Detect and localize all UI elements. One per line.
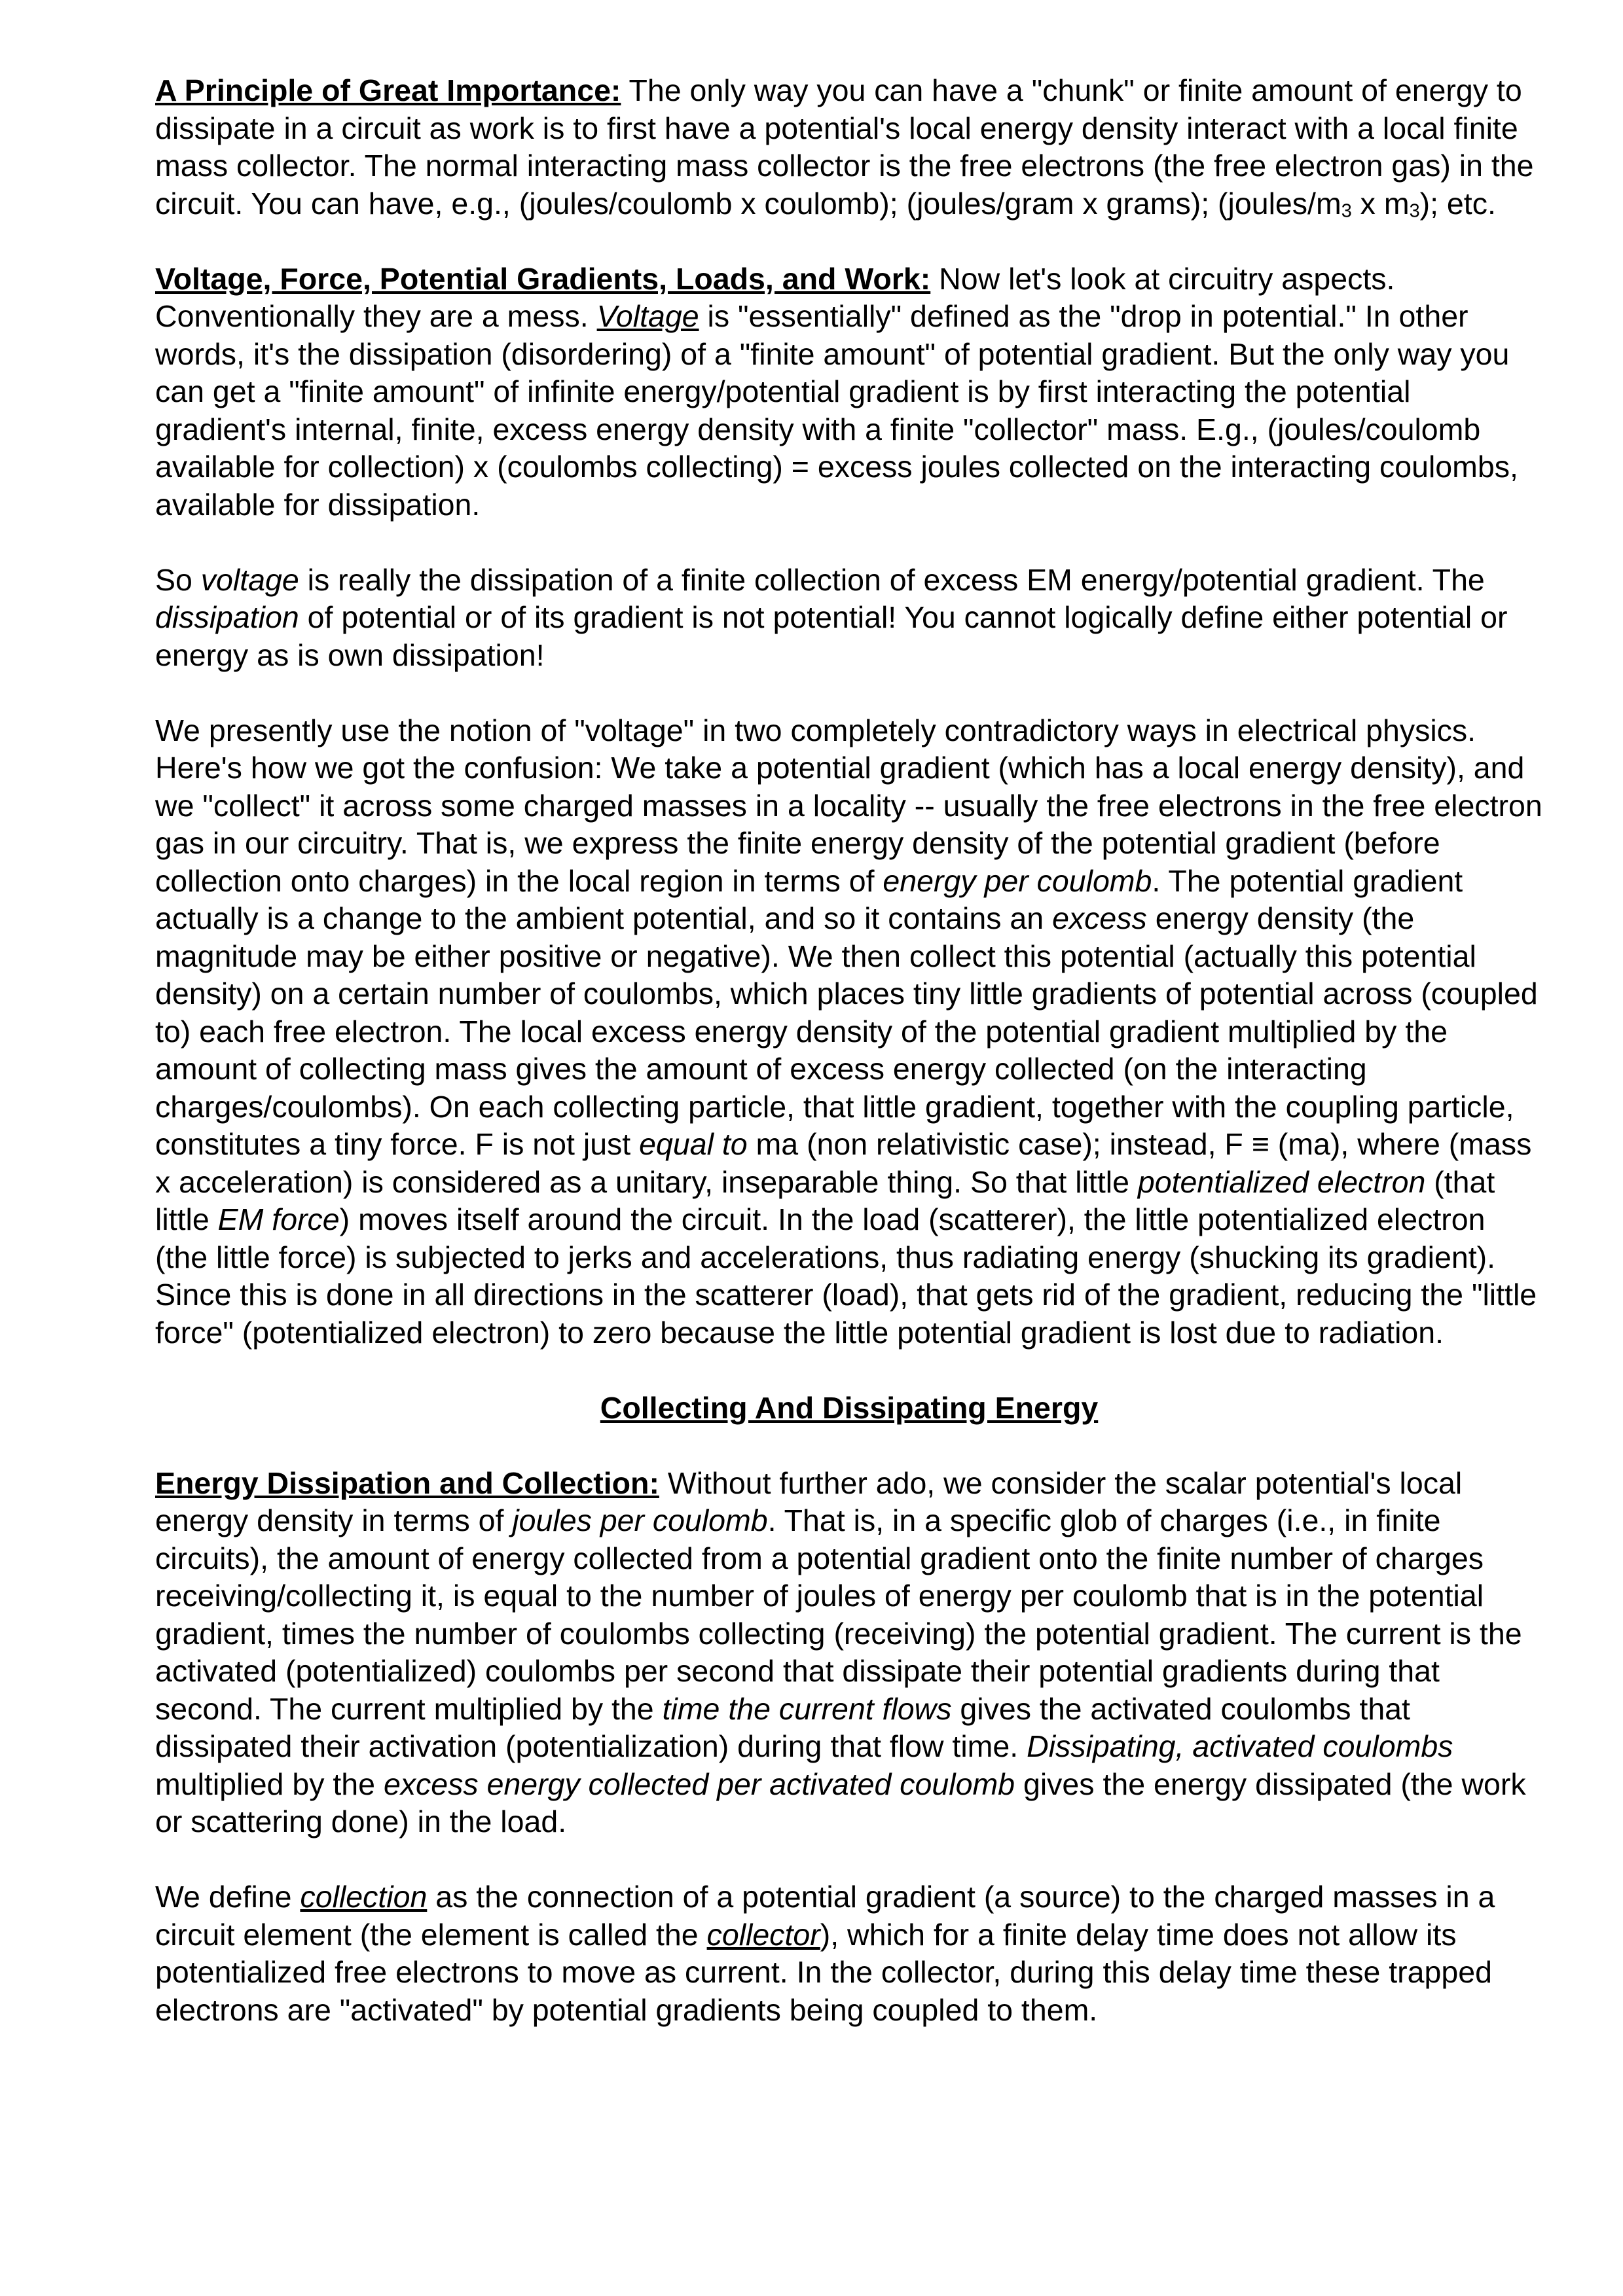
paragraph-voltage-confusion — [155, 712, 1543, 1352]
paragraph-text: . The potential gradient actually is a change to the ambient potential, and so it contains an — [155, 863, 1463, 935]
paragraph-text: multiplied by the — [155, 1767, 384, 1801]
paragraph-text: ) moves itself around the circuit. In the load (scatterer), the little potentialized electron (the little force) is subjected to jerks and accelerations, thus radiating energy (shucking its gradient). Since this is done in all directions in the scatterer (load), that gets rid of the gradient, reducing the "little force" (potentialized electron) to zero because the little potential gradient is lost due to radiation. — [155, 1202, 1537, 1350]
emphasized-text: equal to — [639, 1127, 748, 1161]
emphasized-text: collection — [300, 1880, 428, 1914]
paragraph-lead-heading: Energy Dissipation and Collection: — [155, 1465, 659, 1500]
paragraph-text: So — [155, 562, 201, 597]
paragraph-text: of potential or of its gradient is not potential! You cannot logically define either potential or energy as is own dissipation! — [155, 600, 1508, 672]
paragraph-text: ), which for a finite delay time does not allow its potentialized free electrons to move as current. In the collector, during this delay time these trapped electrons are "activated" by potential gradients being coupled to them. — [155, 1917, 1492, 2027]
paragraph-lead-heading: A Principle of Great Importance: — [155, 73, 621, 107]
paragraph-text: gives the energy dissipated (the work or scattering done) in the load. — [155, 1767, 1526, 1839]
paragraph-text: is "essentially" defined as the "drop in potential." In other words, it's the dissipation (disordering) of a "finite amount" of potential gradient. But the only way you can get a "finite amount" of infinite energy/potential gradient is by first interacting the potential gradient's internal, finite, excess energy density with a finite "collector" mass. E.g., (joules/coulomb available for collection) x (coulombs collecting) = excess joules collected on the interacting coulombs, available for dissipation. — [155, 299, 1518, 522]
paragraph-text: gives the activated coulombs that dissipated their activation (potentialization) during that flow time. — [155, 1691, 1410, 1763]
subscript-text: 3 — [1409, 200, 1420, 221]
emphasized-text: joules per coulomb — [512, 1503, 768, 1537]
paragraph-text: is really the dissipation of a finite collection of excess EM energy/potential gradient. The — [299, 562, 1485, 597]
paragraph-text: (that little — [155, 1164, 1495, 1236]
emphasized-text: excess — [1052, 901, 1147, 935]
subscript-text: 3 — [1341, 200, 1352, 221]
paragraph-collection-definition — [155, 1878, 1543, 2029]
paragraph-text: The only way you can have a "chunk" or finite amount of energy to dissipate in a circuit as work is to first have a potential's local energy density interact with a local finite mass collector. The normal interacting mass collector is the free electrons (the free electron gas) in the circuit. You can have, e.g., (joules/coulomb x coulomb); (joules/gram x grams); (joules/m — [155, 73, 1534, 221]
emphasized-text: EM force — [217, 1202, 340, 1236]
paragraph-text: ); etc. — [1419, 186, 1496, 221]
emphasized-text: Voltage — [596, 299, 699, 333]
emphasized-text: excess energy collected per activated coulomb — [383, 1767, 1015, 1801]
paragraph-principle-of-great-importance — [155, 72, 1543, 223]
paragraph-lead-heading: Voltage, Force, Potential Gradients, Loads, and Work: — [155, 261, 931, 296]
paragraph-text: Now let's look at circuitry aspects. Conventionally they are a mess. — [155, 261, 1395, 333]
emphasized-text: time the current flows — [662, 1691, 952, 1726]
section-heading: Collecting And Dissipating Energy — [600, 1390, 1099, 1425]
emphasized-text: dissipation — [155, 600, 299, 634]
emphasized-text: energy per coulomb — [883, 863, 1152, 898]
paragraph-text: . That is, in a specific glob of charges (i.e., in finite circuits), the amount of energy collected from a potential gradient onto the finite number of charges receiving/collecting it, is equal to the number of joules of energy per coulomb that is in the potential gradient, times the number of coulombs collecting (receiving) the potential gradient. The current is the activated (potentialized) coulombs per second that dissipate their potential gradients during that second. The current multiplied by the — [155, 1503, 1522, 1726]
paragraph-text: We define — [155, 1880, 301, 1914]
paragraph-voltage-dissipation — [155, 562, 1543, 675]
paragraph-text: x m — [1351, 186, 1410, 221]
paragraph-text: energy density (the magnitude may be either positive or negative). We then collect this potential (actually this potential density) on a certain number of coulombs, which places tiny little gradients of potential across (coupled to) each free electron. The local excess energy density of the potential gradient multiplied by the amount of collecting mass gives the amount of excess energy collected (on the interacting charges/coulombs). On each collecting particle, that little gradient, together with the coupling particle, constitutes a tiny force. F is not just — [155, 901, 1538, 1161]
emphasized-text: collector — [706, 1917, 820, 1952]
emphasized-text: Dissipating, activated coulombs — [1027, 1729, 1453, 1763]
paragraph-text: Without further ado, we consider the scalar potential's local energy density in terms of — [155, 1465, 1463, 1537]
emphasized-text: potentialized electron — [1137, 1164, 1426, 1199]
paragraph-voltage-force-gradients — [155, 260, 1543, 524]
paragraph-text: We presently use the notion of "voltage" in two completely contradictory ways in electrical physics. Here's how we got the confusion: We take a potential gradient (which has a local energy density), and we "collect" it across some charged masses in a locality -- usually the free electrons in the free electron gas in our circuitry. That is, we express the finite energy density of the potential gradient (before collection onto charges) in the local region in terms of — [155, 713, 1542, 898]
emphasized-text: voltage — [200, 562, 299, 597]
paragraph-text: as the connection of a potential gradient (a source) to the charged masses in a circuit element (the element is called the — [155, 1880, 1495, 1952]
paragraph-energy-dissipation-collection — [155, 1465, 1543, 1841]
document-page — [155, 72, 1543, 2067]
paragraph-text: ma (non relativistic case); instead, F ≡ (ma), where (mass x acceleration) is considered as a unitary, inseparable thing. So that little — [155, 1127, 1532, 1199]
